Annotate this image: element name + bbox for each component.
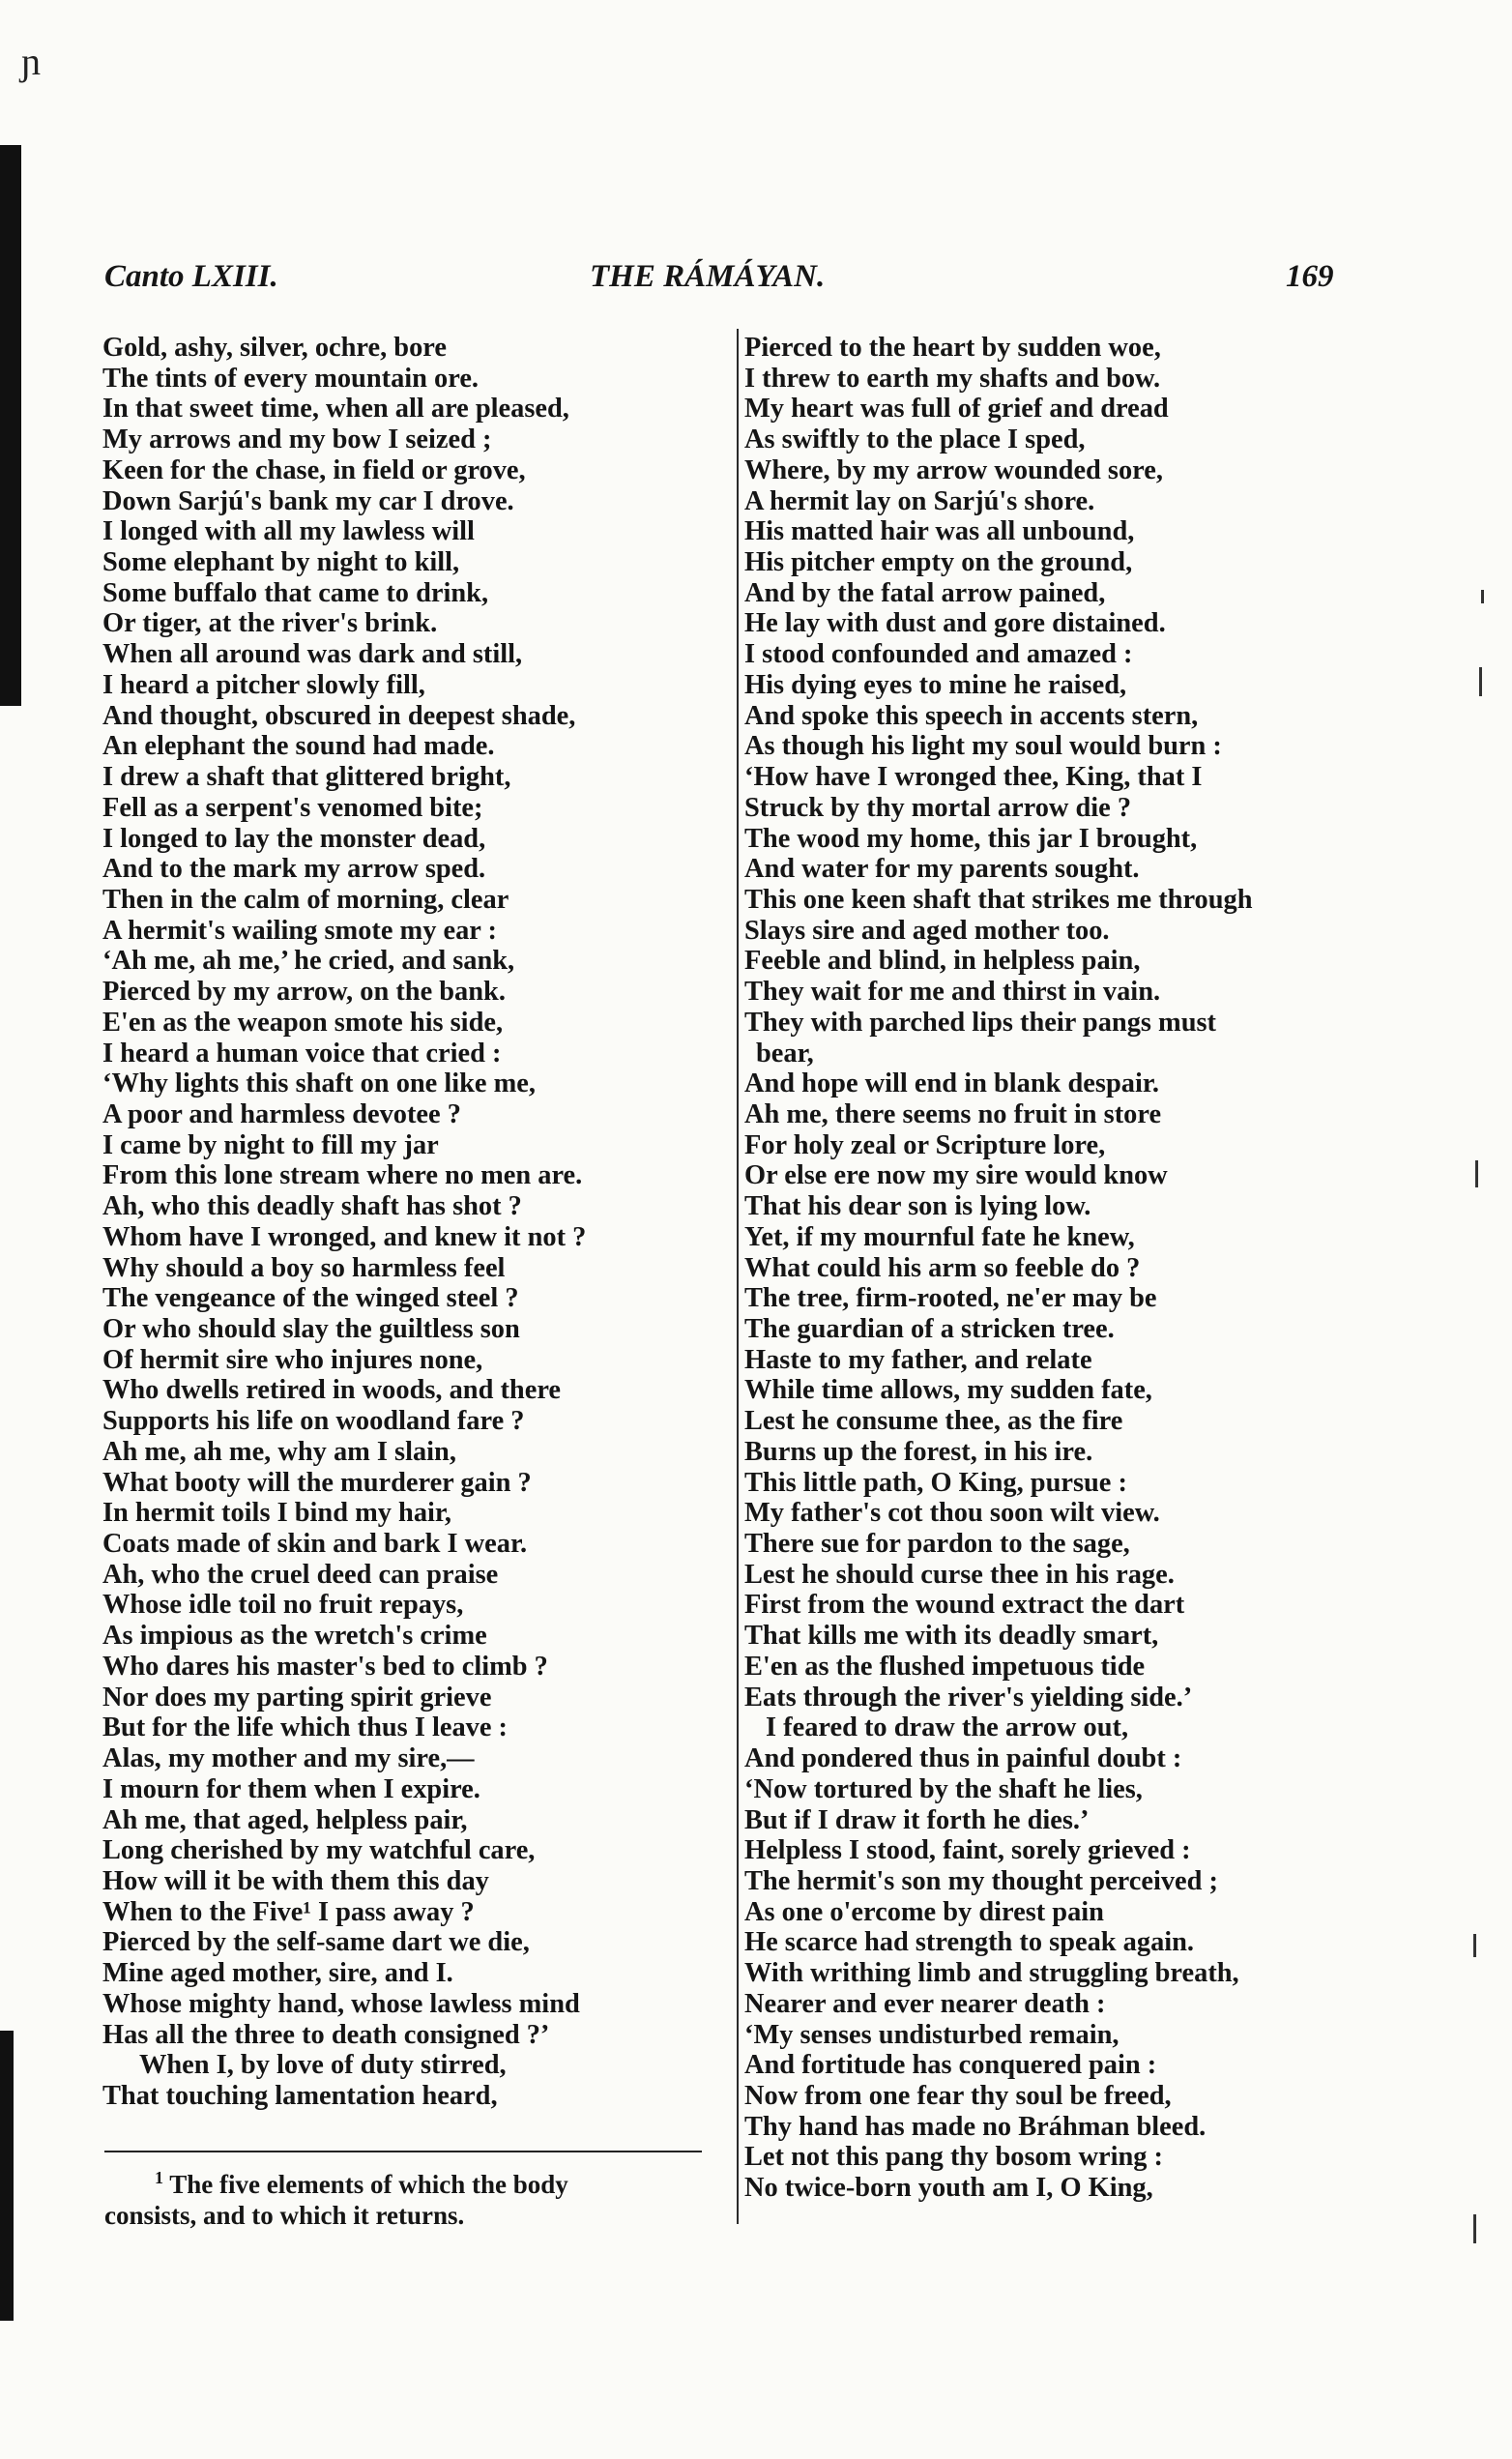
right-line: What could his arm so feeble do ? [744,1252,1141,1283]
right-line: Ah me, there seems no fruit in store [744,1098,1162,1129]
margin-mark: ɲ [21,40,41,83]
left-line: How will it be with them this day [102,1865,489,1896]
left-line: Then in the calm of morning, clear [102,884,509,915]
left-line: A hermit's wailing smote my ear : [102,915,497,946]
page-edge-bar-lower [0,2031,14,2321]
right-line: Or else ere now my sire would know [744,1160,1168,1191]
right-line: For holy zeal or Scripture lore, [744,1129,1106,1160]
right-line: There sue for pardon to the sage, [744,1529,1130,1560]
right-line: My heart was full of grief and dread [744,394,1169,424]
right-line: The guardian of a stricken tree. [744,1314,1115,1344]
right-line: They wait for me and thirst in vain. [744,977,1161,1008]
left-line: Ah me, that aged, helpless pair, [102,1804,468,1835]
right-line: He scarce had strength to speak again. [744,1927,1195,1958]
right-line: Now from one fear thy soul be freed, [744,2080,1172,2111]
right-line: A hermit lay on Sarjú's shore. [744,485,1095,516]
left-line: Ah, who this deadly shaft has shot ? [102,1191,522,1222]
right-line: E'en as the flushed impetuous tide [744,1651,1146,1682]
footnote [104,2162,713,2231]
right-line: Lest he consume thee, as the fire [744,1406,1123,1437]
right-line: As though his light my soul would burn : [744,731,1222,762]
right-line: With writhing limb and struggling breath, [744,1958,1239,1989]
left-line: And thought, obscured in deepest shade, [102,700,576,731]
left-line: Some buffalo that came to drink, [102,577,489,608]
left-line: An elephant the sound had made. [102,731,495,762]
left-line: E'en as the weapon smote his side, [102,1007,504,1038]
left-line: What booty will the murderer gain ? [102,1467,532,1498]
left-column-verse [102,333,586,2112]
right-line: While time allows, my sudden fate, [744,1375,1152,1406]
right-line: ‘Now tortured by the shaft he lies, [744,1773,1143,1804]
right-line: His matted hair was all unbound, [744,516,1135,547]
left-line: Pierced by my arrow, on the bank. [102,977,506,1008]
right-line: No twice-born youth am I, O King, [744,2173,1153,2204]
right-line: ‘How have I wronged thee, King, that I [744,762,1203,793]
left-line: Coats made of skin and bark I wear. [102,1529,528,1560]
left-line: But for the life which thus I leave : [102,1713,509,1743]
right-line: And hope will end in blank despair. [744,1068,1159,1099]
right-line: I stood confounded and amazed : [744,639,1133,670]
left-line: Who dares his master's bed to climb ? [102,1651,548,1682]
right-line: My father's cot thou soon wilt view. [744,1498,1160,1529]
left-line: My arrows and my bow I seized ; [102,424,492,455]
right-line: This little path, O King, pursue : [744,1467,1127,1498]
running-header [104,259,1334,307]
right-column-verse [744,333,1253,2204]
right-line: I feared to draw the arrow out, [766,1713,1129,1743]
left-line: ‘Why lights this shaft on one like me, [102,1068,536,1099]
right-line: Thy hand has made no Bráhman bleed. [744,2111,1207,2142]
right-line: His dying eyes to mine he raised, [744,669,1127,700]
left-line: ‘Ah me, ah me,’ he cried, and sank, [102,946,515,977]
margin-tick [1473,2214,1476,2243]
footnote-line-2: consists, and to which it returns. [104,2201,465,2230]
running-title: THE RÁMÁYAN. [590,259,826,294]
right-line: Where, by my arrow wounded sore, [744,454,1163,485]
right-line: Slays sire and aged mother too. [744,915,1110,946]
right-line: bear, [756,1038,814,1068]
left-line: Mine aged mother, sire, and I. [102,1958,453,1989]
left-line: Why should a boy so harmless feel [102,1252,506,1283]
left-line: Or who should slay the guiltless son [102,1314,520,1344]
left-line: I longed with all my lawless will [102,516,475,547]
right-line: ‘My senses undisturbed remain, [744,2019,1119,2050]
page-number: 169 [1286,259,1334,294]
right-line: Eats through the river's yielding side.’ [744,1682,1193,1713]
left-line: Pierced by the self-same dart we die, [102,1927,530,1958]
left-line: The vengeance of the winged steel ? [102,1283,519,1314]
left-line: I heard a pitcher slowly fill, [102,669,425,700]
left-line: Whom have I wronged, and knew it not ? [102,1221,587,1252]
right-line: Let not this pang thy bosom wring : [744,2142,1164,2173]
left-line: I came by night to fill my jar [102,1129,439,1160]
right-line: Haste to my father, and relate [744,1344,1092,1375]
left-line: Whose idle toil no fruit repays, [102,1590,464,1621]
right-line: And pondered thus in painful doubt : [744,1743,1182,1774]
left-line: I drew a shaft that glittered bright, [102,762,511,793]
left-line: Whose mighty hand, whose lawless mind [102,1988,580,2019]
margin-tick [1475,1160,1478,1187]
right-line: Nearer and ever nearer death : [744,1988,1106,2019]
left-line: Gold, ashy, silver, ochre, bore [102,333,447,363]
right-line: Lest he should curse thee in his rage. [744,1559,1175,1590]
right-line: As swiftly to the place I sped, [744,424,1086,455]
left-line: A poor and harmless devotee ? [102,1098,461,1129]
left-line: I mourn for them when I expire. [102,1773,480,1804]
left-line: Nor does my parting spirit grieve [102,1682,492,1713]
right-line: First from the wound extract the dart [744,1590,1185,1621]
left-line: Alas, my mother and my sire,— [102,1743,475,1774]
left-line: Long cherished by my watchful care, [102,1835,536,1866]
right-line: And spoke this speech in accents stern, [744,700,1199,731]
left-line: When to the Five¹ I pass away ? [102,1896,475,1927]
margin-tick [1479,667,1482,696]
right-line: He lay with dust and gore distained. [744,608,1166,639]
right-line: And water for my parents sought. [744,854,1140,885]
right-line: But if I draw it forth he dies.’ [744,1804,1090,1835]
left-line: Some elephant by night to kill, [102,547,460,578]
right-line: The wood my home, this jar I brought, [744,823,1198,854]
left-line: Keen for the chase, in field or grove, [102,454,526,485]
right-line: Helpless I stood, faint, sorely grieved : [744,1835,1191,1866]
right-line: His pitcher empty on the ground, [744,547,1133,578]
right-line: That his dear son is lying low. [744,1191,1091,1222]
right-line: The hermit's son my thought perceived ; [744,1865,1218,1896]
right-line: Yet, if my mournful fate he knew, [744,1221,1135,1252]
margin-tick [1481,590,1484,603]
right-line: They with parched lips their pangs must [744,1007,1216,1038]
left-line: Has all the three to death consigned ?’ [102,2019,550,2050]
left-line: In that sweet time, when all are pleased, [102,394,569,424]
canto-label: Canto LXIII. [104,259,278,294]
left-line: As impious as the wretch's crime [102,1621,487,1652]
right-line: Struck by thy mortal arrow die ? [744,792,1132,823]
right-line: I threw to earth my shafts and bow. [744,363,1161,394]
footnote-rule [104,2151,702,2152]
footnote-line-1: The five elements of which the body [169,2170,568,2199]
left-line: That touching lamentation heard, [102,2080,498,2111]
right-line: As one o'ercome by direst pain [744,1896,1104,1927]
left-line: Ah, who the cruel deed can praise [102,1559,499,1590]
left-line: I heard a human voice that cried : [102,1038,502,1068]
left-line: I longed to lay the monster dead, [102,823,486,854]
left-line: In hermit toils I bind my hair, [102,1498,451,1529]
footnote-marker: 1 [155,2168,163,2187]
right-line: And by the fatal arrow pained, [744,577,1106,608]
left-line: When I, by love of duty stirred, [139,2050,507,2081]
left-line: And to the mark my arrow sped. [102,854,486,885]
right-line: The tree, firm-rooted, ne'er may be [744,1283,1157,1314]
left-line: Supports his life on woodland fare ? [102,1406,525,1437]
right-line: And fortitude has conquered pain : [744,2050,1157,2081]
right-line: This one keen shaft that strikes me through [744,884,1253,915]
left-line: Down Sarjú's bank my car I drove. [102,485,514,516]
left-line: The tints of every mountain ore. [102,363,480,394]
left-line: From this lone stream where no men are. [102,1160,583,1191]
right-line: That kills me with its deadly smart, [744,1621,1159,1652]
right-line: Pierced to the heart by sudden woe, [744,333,1161,363]
left-line: Fell as a serpent's venomed bite; [102,792,483,823]
page-edge-bar [0,145,21,706]
left-line: Ah me, ah me, why am I slain, [102,1436,456,1467]
left-line: When all around was dark and still, [102,639,523,670]
left-line: Who dwells retired in woods, and there [102,1375,562,1406]
column-divider [737,329,739,2224]
right-line: Feeble and blind, in helpless pain, [744,946,1141,977]
left-line: Or tiger, at the river's brink. [102,608,438,639]
margin-tick [1473,1934,1476,1957]
left-line: Of hermit sire who injures none, [102,1344,483,1375]
right-line: Burns up the forest, in his ire. [744,1436,1093,1467]
